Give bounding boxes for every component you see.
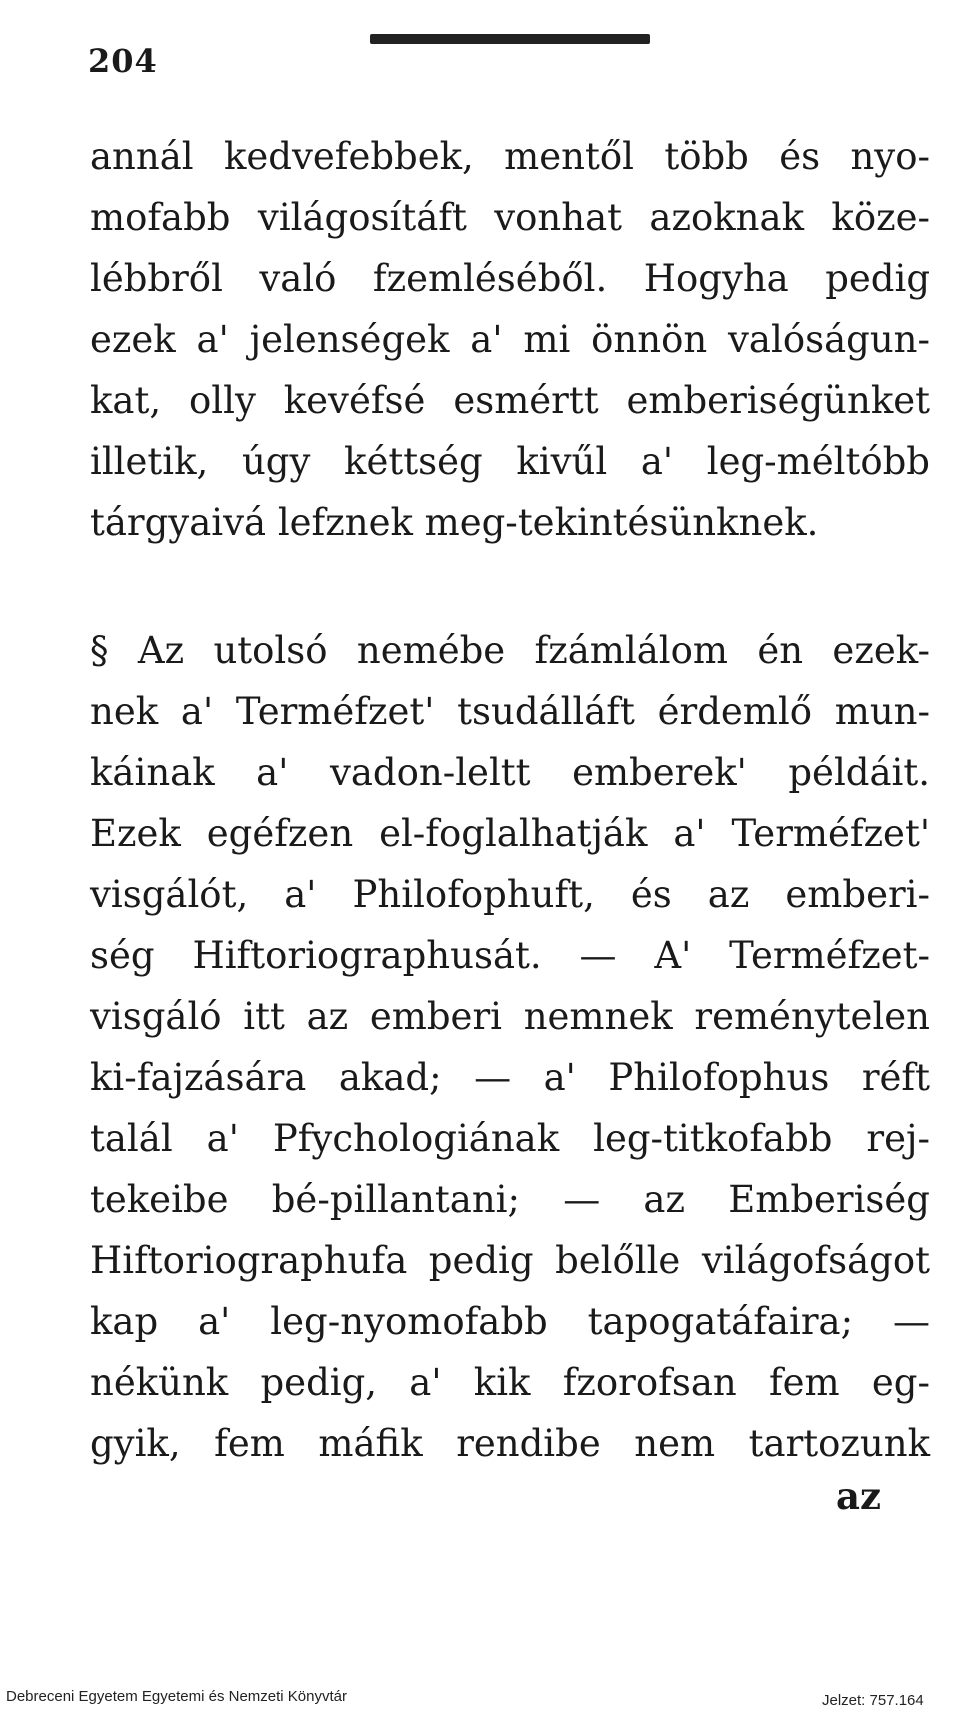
catchword: az xyxy=(836,1474,881,1518)
text-line: Hiftoriographufa pedig belőlle világofságot xyxy=(90,1239,930,1282)
text-line: kat, olly kevéfsé esmértt emberiségünket xyxy=(90,379,930,422)
text-line: ezek a' jelenségek a' mi önnön valóságun- xyxy=(90,318,930,361)
text-line: Ezek egéfzen el-foglalhatják a' Terméfzet' xyxy=(90,812,930,855)
text-line: § Az utolsó nemébe fzámlálom én ezek- xyxy=(90,629,930,672)
text-line: lébbről való fzemléséből. Hogyha pedig xyxy=(90,257,930,300)
text-line: gyik, fem máfik rendibe nem tartozunk xyxy=(90,1422,930,1465)
text-line: tekeibe bé-pillantani; — az Emberiség xyxy=(90,1178,930,1221)
text-line: tárgyaivá lefznek meg-tekintésünknek. xyxy=(90,501,819,544)
page-number: 204 xyxy=(88,42,158,80)
header-rule xyxy=(370,34,650,44)
text-line: ség Hiftoriographusát. — A' Terméfzet- xyxy=(90,934,930,977)
text-line: kap a' leg-nyomofabb tapogatáfaira; — xyxy=(90,1300,930,1343)
text-line: káinak a' vadon-leltt emberek' példáit. xyxy=(90,751,930,794)
paragraph-1 xyxy=(90,126,930,553)
text-line: annál kedvefebbek, mentől több és nyo- xyxy=(90,135,930,178)
text-line: nek a' Terméfzet' tsudálláft érdemlő mun- xyxy=(90,690,930,733)
library-credit: Debreceni Egyetem Egyetemi és Nemzeti Könyvtár xyxy=(6,1688,347,1705)
text-line: mofabb világosítáft vonhat azoknak köze- xyxy=(90,196,930,239)
shelfmark: Jelzet: 757.164 xyxy=(822,1692,924,1709)
text-line: talál a' Pfychologiának leg-titkofabb rej- xyxy=(90,1117,930,1160)
text-line: visgáló itt az emberi nemnek reménytelen xyxy=(90,995,930,1038)
text-line: illetik, úgy kéttség kivűl a' leg-méltóbb xyxy=(90,440,930,483)
text-line: nékünk pedig, a' kik fzorofsan fem eg- xyxy=(90,1361,930,1404)
text-line: visgálót, a' Philofophuft, és az emberi- xyxy=(90,873,930,916)
paragraph-2 xyxy=(90,620,930,1474)
text-line: ki-fajzására akad; — a' Philofophus réft xyxy=(90,1056,930,1099)
